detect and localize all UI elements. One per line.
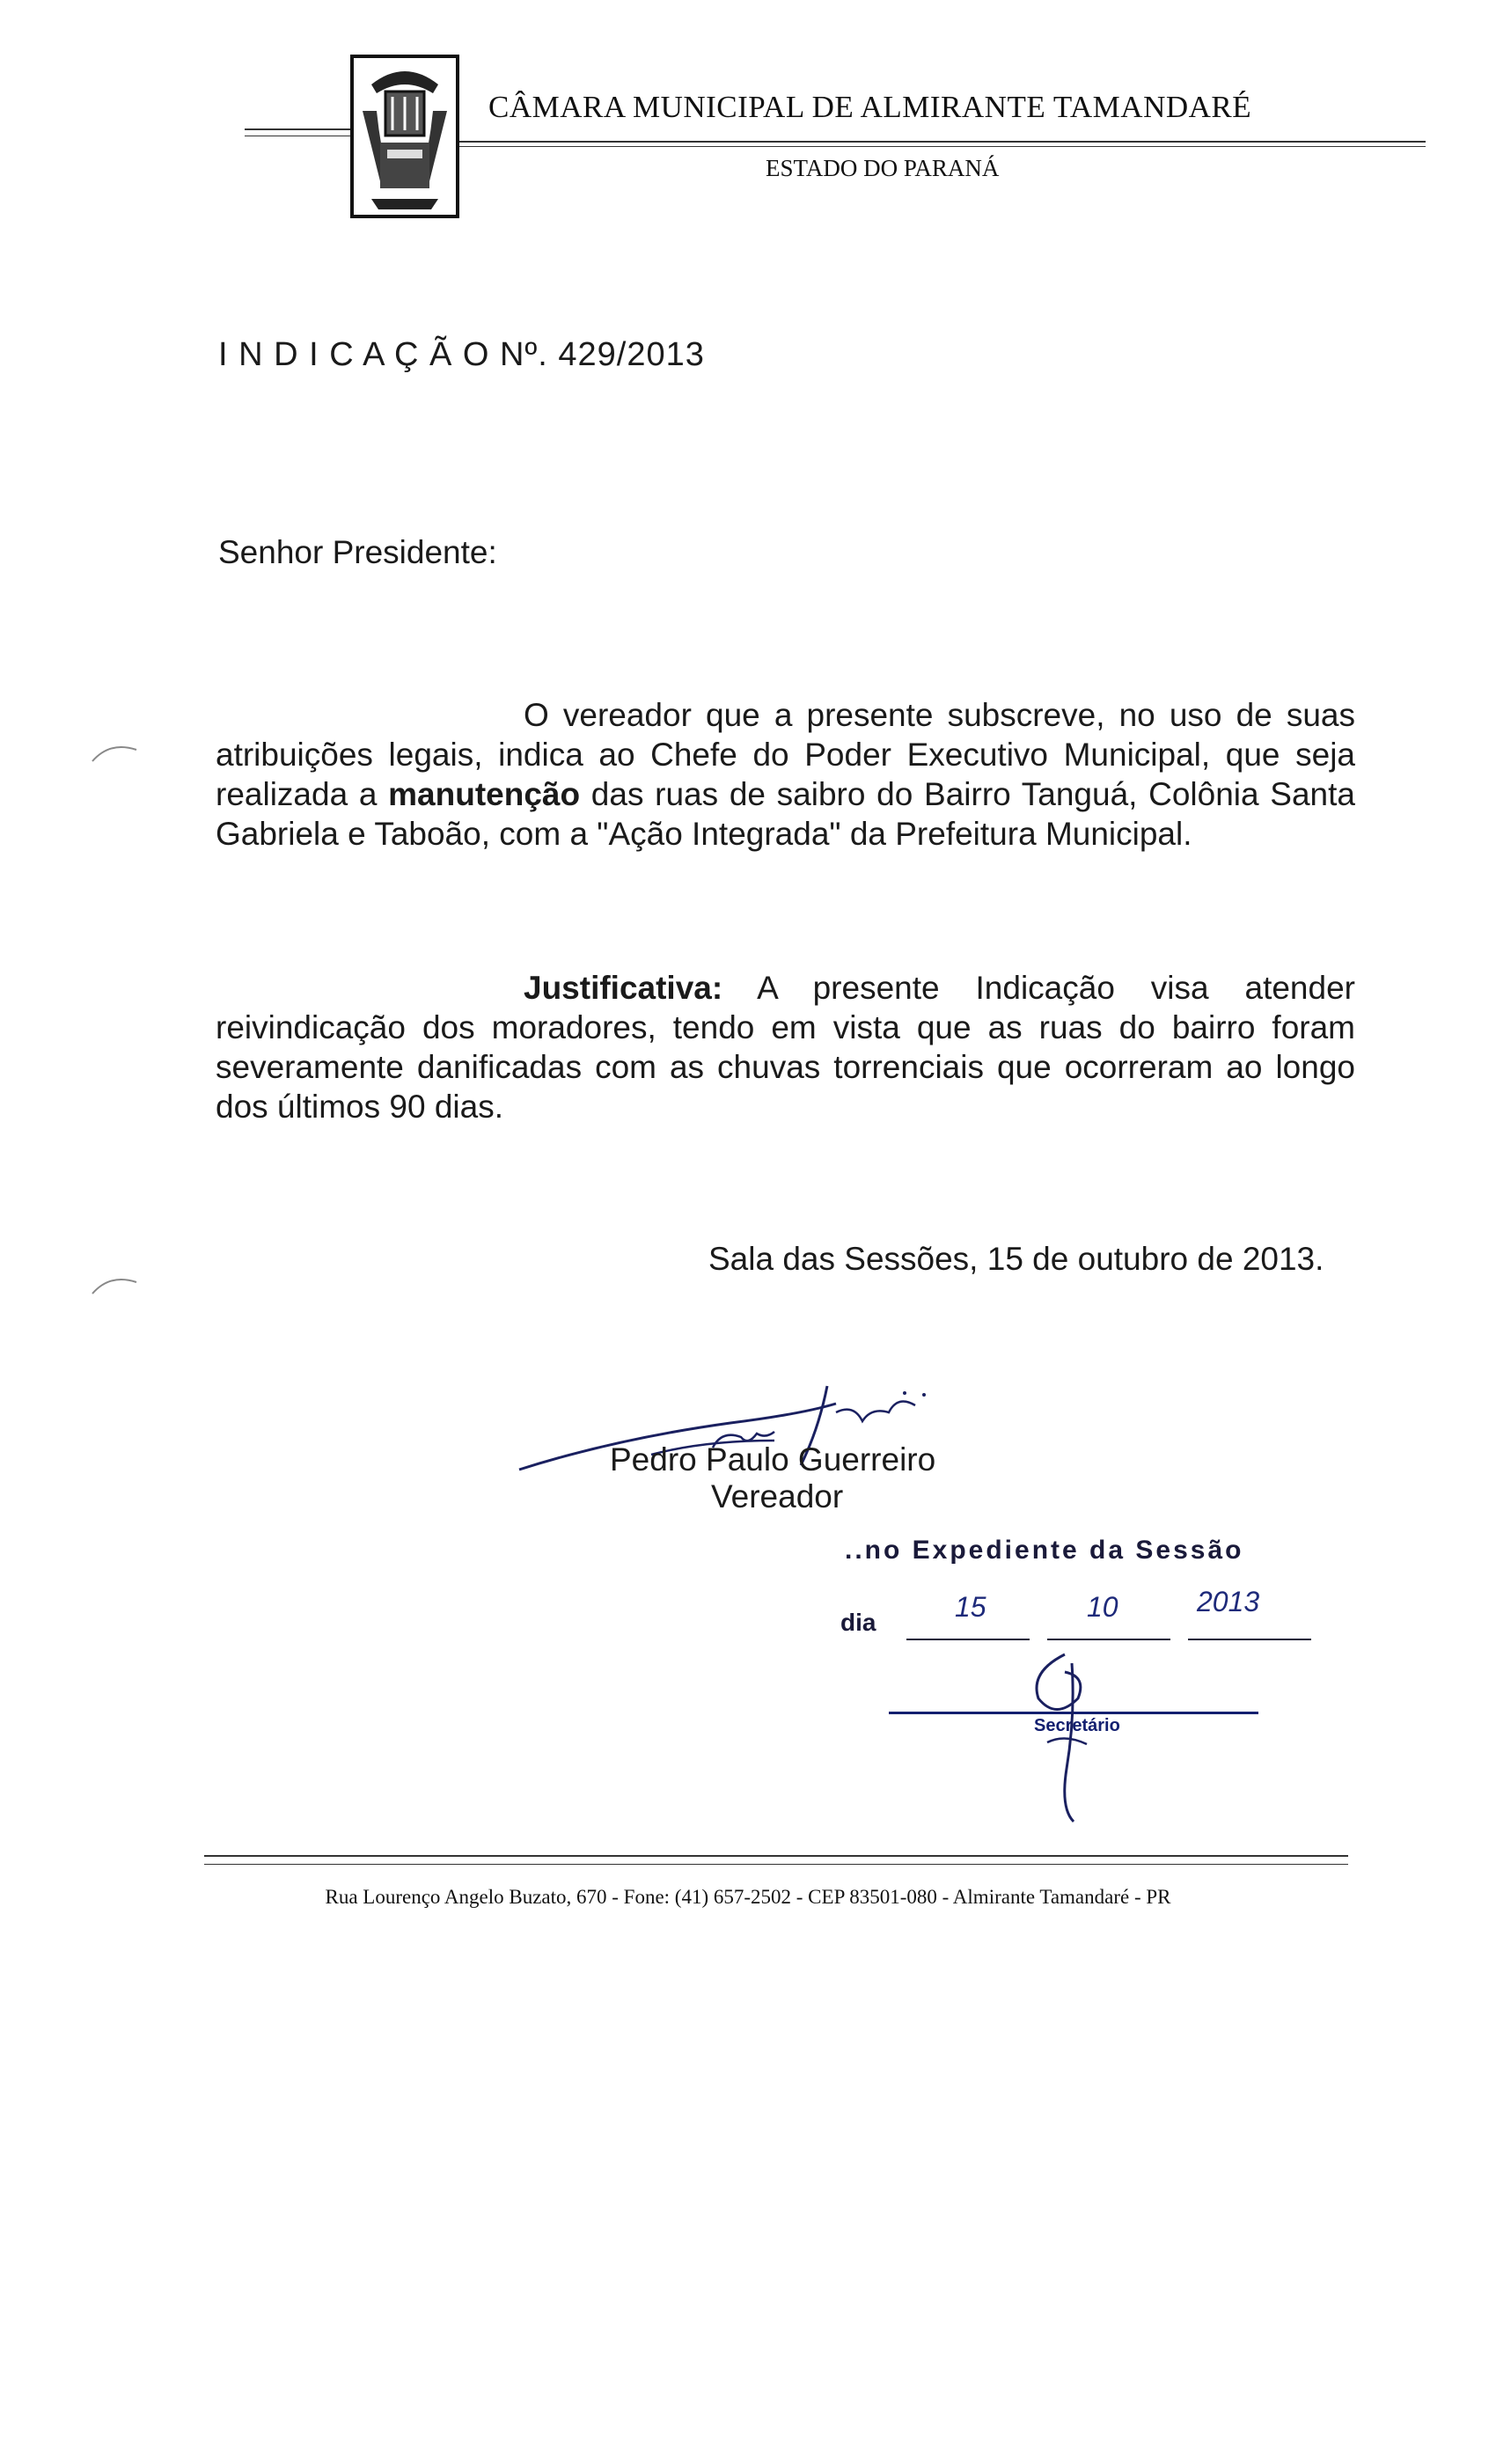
- paragraph-text: O vereador que a presente subscreve, no uso de suas atribuições legais, indica ao Chefe do Poder Executivo Municipal, que seja realizada a: [216, 697, 1355, 812]
- footer-rule-top: [204, 1855, 1348, 1857]
- stamp-day-value: 15: [955, 1591, 986, 1623]
- signer-name: Pedro Paulo Guerreiro: [610, 1441, 936, 1478]
- stamp-year-value: 2013: [1197, 1586, 1260, 1617]
- stamp-day-label: dia: [840, 1609, 876, 1636]
- parana-coat-of-arms-icon: [350, 55, 459, 218]
- paragraph-text: das ruas de saibro do Bairro Tanguá, Colônia Santa Gabriela e Taboão, com a "Ação Integrada" da Prefeitura Municipal.: [216, 776, 1355, 852]
- paragraph-emphasis: manutenção: [388, 776, 581, 812]
- stamp-heading: ..no Expediente da Sessão: [845, 1536, 1244, 1565]
- org-name: CÂMARA MUNICIPAL DE ALMIRANTE TAMANDARÉ: [488, 90, 1252, 124]
- body-paragraph: [216, 695, 1355, 854]
- justification-paragraph: [216, 968, 1355, 1126]
- justification-text: A presente Indicação visa atender reivindicação dos moradores, tendo em vista que as ruas do bairro foram severamente danificadas com as chuvas torrenciais que ocorreram ao longo dos últimos 90 dias.: [216, 970, 1355, 1125]
- state-name: ESTADO DO PARANÁ: [766, 155, 1000, 181]
- footer-address: Rua Lourenço Angelo Buzato, 670 - Fone: (41) 657-2502 - CEP 83501-080 - Almirante Tamandaré - PR: [325, 1886, 1171, 1908]
- stamp-initials: [1012, 1646, 1109, 1830]
- header-rule-right-2: [459, 146, 1426, 147]
- stamp-role: Secretário: [1034, 1716, 1120, 1735]
- justification-label: Justificativa:: [524, 970, 723, 1006]
- document-title: I N D I C A Ç Ã O Nº. 429/2013: [218, 336, 705, 373]
- stamp-month-value: 10: [1087, 1591, 1118, 1623]
- stamp-month-line: [1047, 1639, 1170, 1640]
- signer-role: Vereador: [711, 1478, 844, 1514]
- salutation: Senhor Presidente:: [218, 534, 497, 570]
- punch-hole-mark: [88, 739, 141, 766]
- stamp-day-line: [906, 1639, 1030, 1640]
- place-date: Sala das Sessões, 15 de outubro de 2013.: [708, 1241, 1324, 1277]
- footer-rule-bottom: [204, 1864, 1348, 1865]
- stamp-year-line: [1188, 1639, 1311, 1640]
- header-rule-right: [459, 141, 1426, 143]
- punch-hole-mark: [88, 1272, 141, 1298]
- header-rule-left: [245, 128, 350, 130]
